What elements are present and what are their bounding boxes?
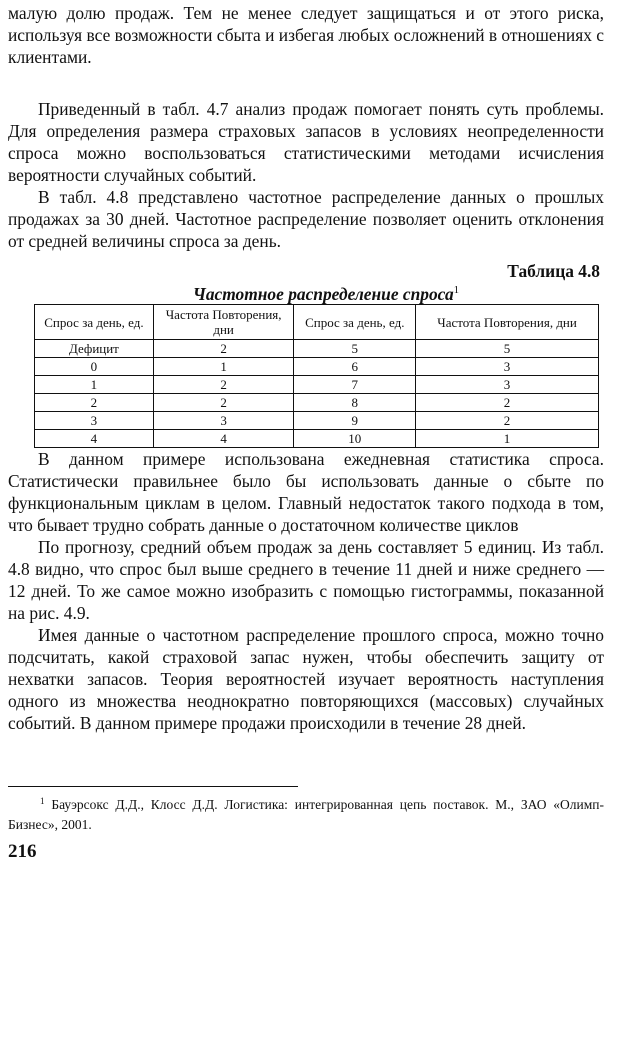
table-cell: 4: [35, 430, 154, 448]
footnote: [8, 791, 604, 835]
table-title-text: Частотное распределение спроса: [192, 284, 454, 304]
table-cell: Дефицит: [35, 340, 154, 358]
table-row: [35, 358, 599, 376]
frequency-table: [34, 304, 599, 448]
paragraph-probability-theory: Имея данные о частотном распределение прошлого спроса, можно точно подсчитать, какой страховой запас нужен, чтобы обеспечить защиту от нехватки запасов. Теория вероятностей изучает вероятность наступления одного из множества неоднократно повторяющихся (массовых) случайных событий. В данном примере продажи происходили в течение 28 дней.: [8, 625, 604, 733]
header-demand-per-day-2: Спрос за день, ед.: [294, 305, 416, 340]
table-title: [48, 280, 604, 304]
table-cell: 9: [294, 412, 416, 430]
table-label: Таблица 4.8: [507, 261, 600, 281]
table-cell: 1: [153, 358, 294, 376]
paragraph-continuation: малую долю продаж. Тем не менее следует защищаться и от этого риска, используя все возможности сбыта и избегая любых осложнений в отношениях с клиентами.: [8, 3, 604, 67]
table-header-row: [35, 305, 599, 340]
table-cell: 3: [153, 412, 294, 430]
table-cell: 1: [35, 376, 154, 394]
table-cell: 0: [35, 358, 154, 376]
book-page: [8, 2, 604, 863]
table-cell: 5: [294, 340, 416, 358]
table-row: [35, 376, 599, 394]
table-cell: 2: [153, 394, 294, 412]
table-cell: 6: [294, 358, 416, 376]
paragraph-sales-analysis: Приведенный в табл. 4.7 анализ продаж помогает понять суть проблемы. Для определения размера страховых запасов в условиях неопределенности спроса можно воспользоваться статистическими методами исчисления вероятности случайных событий.: [8, 99, 604, 185]
paragraph-frequency-intro: В табл. 4.8 представлено частотное распределение данных о прошлых продажах за 30 дней. Частотное распределение позволяет оценить отклонения от средней величины спроса за день.: [8, 187, 604, 251]
paragraph-daily-statistics: В данном примере использована ежедневная статистика спроса. Статистически правильнее было бы использовать данные о сбыте по функциональным циклам в целом. Главный недостаток такого подхода в том, что бывает трудно собрать данные о достаточном количестве циклов: [8, 449, 604, 535]
table-row: [35, 394, 599, 412]
header-repeat-frequency-2: Частота Повторения, дни: [416, 305, 599, 340]
header-demand-per-day-1: Спрос за день, ед.: [35, 305, 154, 340]
table-cell: 1: [416, 430, 599, 448]
footnote-text: Бауэрсокс Д.Д., Клосс Д.Д. Логистика: интегрированная цепь поставок. М., ЗАО «Олимп-Бизнес», 2001.: [8, 797, 604, 832]
header-repeat-frequency-1: Частота Повторения, дни: [153, 305, 294, 340]
table-row: [35, 412, 599, 430]
paragraph-forecast: По прогнозу, средний объем продаж за день составляет 5 единиц. Из табл. 4.8 видно, что спрос был выше среднего в течение 11 дней и ниже среднего — 12 дней. То же самое можно изобразить с помощью гистограммы, показанной на рис. 4.9.: [8, 537, 604, 623]
table-cell: 3: [416, 376, 599, 394]
table-cell: 2: [35, 394, 154, 412]
table-cell: 7: [294, 376, 416, 394]
table-cell: 2: [416, 394, 599, 412]
table-cell: 2: [153, 376, 294, 394]
footnote-divider: [8, 786, 298, 787]
table-cell: 3: [416, 358, 599, 376]
table-cell: 2: [416, 412, 599, 430]
table-cell: 8: [294, 394, 416, 412]
table-cell: 5: [416, 340, 599, 358]
table-row: [35, 430, 599, 448]
table-cell: 2: [153, 340, 294, 358]
page-number: 216: [8, 841, 37, 862]
table-title-footnote-mark: 1: [453, 284, 460, 296]
footnote-mark: 1: [40, 796, 45, 806]
table-row: [35, 340, 599, 358]
table-cell: 10: [294, 430, 416, 448]
table-cell: 3: [35, 412, 154, 430]
table-cell: 4: [153, 430, 294, 448]
